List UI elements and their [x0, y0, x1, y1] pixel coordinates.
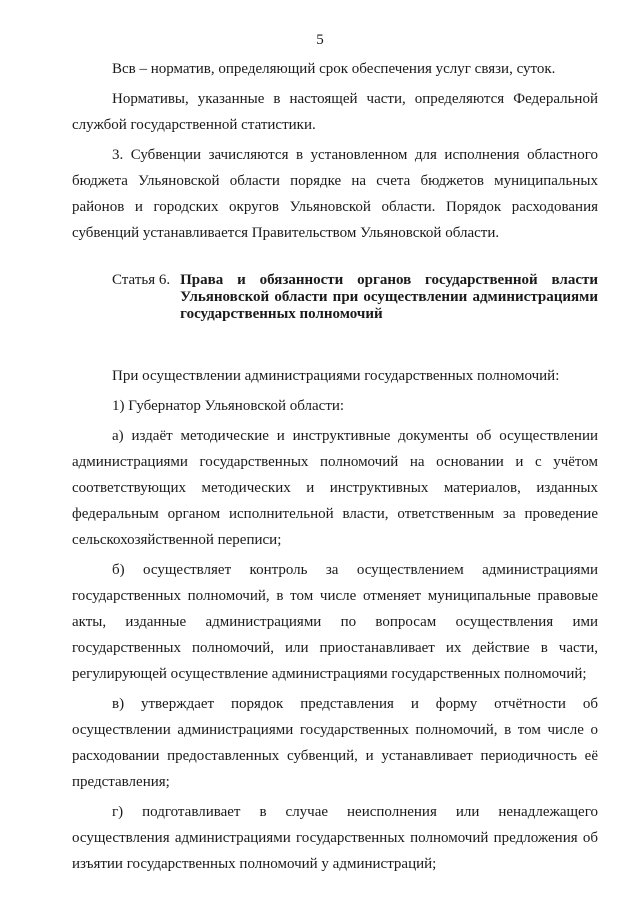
- paragraph-intro: При осуществлении администрациями государственных полномочий:: [112, 368, 560, 384]
- article-heading: [72, 272, 598, 323]
- paragraph-vsv-definition: Всв – норматив, определяющий срок обеспечения услуг связи, суток.: [112, 61, 556, 77]
- paragraph-subventions: 3. Субвенции зачисляются в установленном для исполнения областного бюджета Ульяновской области порядке на счета бюджетов муниципальных районов и городских округов Ульяновской области. Порядок расходования субвенций устанавливается Правительством Ульяновской области.: [72, 147, 598, 241]
- paragraph-governor: 1) Губернатор Ульяновской области:: [112, 398, 345, 414]
- paragraph-item-a: а) издаёт методические и инструктивные документы об осуществлении администрациями государственных полномочий на основании и с учётом соответствующих методических и инструктивных материалов, изданных федеральным органом исполнительной власти, ответственным за проведение сельскохозяйственной переписи;: [72, 428, 598, 548]
- paragraph-normatives-source: Нормативы, указанные в настоящей части, определяются Федеральной службой государственной статистики.: [72, 91, 598, 133]
- paragraph-item-b: б) осуществляет контроль за осуществлением администрациями государственных полномочий, в том числе отменяет муниципальные правовые акты, изданные администрациями по вопросам осуществления ими государственных полномочий, или приостанавливает их действие в части, регулирующей осуществление администрациями государственных полномочий;: [72, 562, 598, 682]
- paragraph-item-g: г) подготавливает в случае неисполнения или ненадлежащего осуществления администрациями государственных полномочий предложения об изъятии государственных полномочий у администраций;: [72, 804, 598, 872]
- document-body: [72, 56, 598, 877]
- paragraph-item-v: в) утверждает порядок представления и форму отчётности об осуществлении администрациями государственных полномочий, в том числе о расходовании предоставленных субвенций, и устанавливает периодичность её представления;: [72, 696, 598, 790]
- article-label: Статья 6.: [112, 272, 171, 288]
- page-number: 5: [316, 32, 324, 48]
- article-title: Права и обязанности органов государственной власти Ульяновской области при осуществлении администрациями государственных полномочий: [180, 272, 598, 322]
